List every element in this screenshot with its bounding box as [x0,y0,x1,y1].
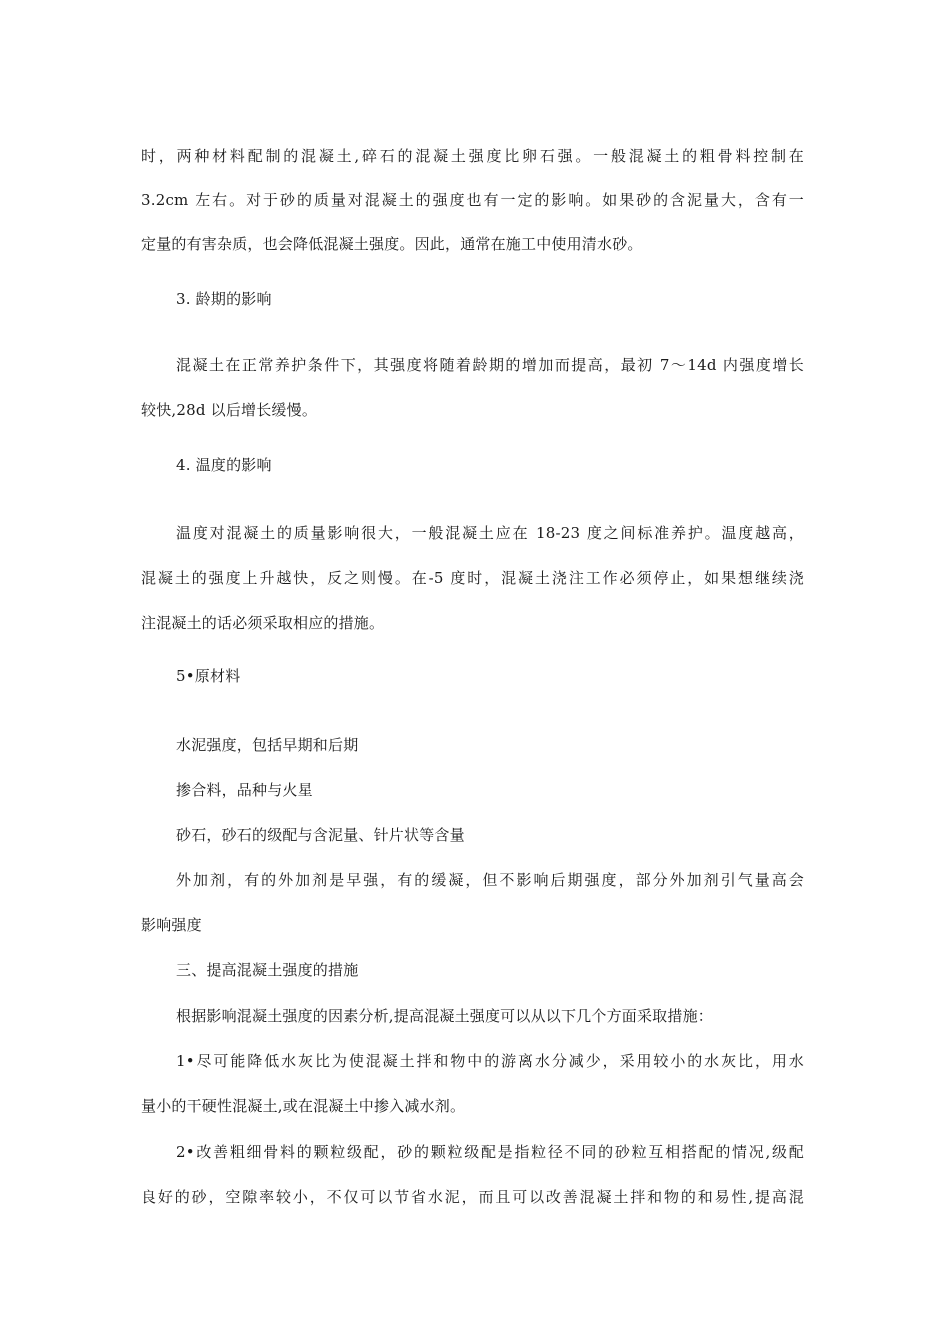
section-heading: 5•原材料 [176,667,241,685]
text-line: 量小的干硬性混凝土,或在混凝土中掺入减水剂。 [141,1097,466,1115]
text-line: 较快,28d 以后增长缓慢。 [141,401,318,419]
list-item: 外加剂，有的外加剂是早强，有的缓凝，但不影响后期强度，部分外加剂引气量高会 [176,871,804,889]
text-line: 2•改善粗细骨料的颗粒级配，砂的颗粒级配是指粒径不同的砂粒互相搭配的情况,级配 [176,1143,804,1161]
text-line: 定量的有害杂质，也会降低混凝土强度。因此，通常在施工中使用清水砂。 [141,235,643,253]
text-line: 温度对混凝土的质量影响很大，一般混凝土应在 18-23 度之间标准养护。温度越高， [176,524,804,542]
text-line: 影响强度 [141,916,202,934]
section-heading: 三、提高混凝土强度的措施 [176,961,359,979]
text-line: 根据影响混凝土强度的因素分析,提高混凝土强度可以从以下几个方面采取措施： [176,1007,713,1025]
text-line: 注混凝土的话必须采取相应的措施。 [141,614,385,632]
text-line: 良好的砂，空隙率较小，不仅可以节省水泥，而且可以改善混凝土拌和物的和易性,提高混 [141,1188,804,1206]
section-heading: 4. 温度的影响 [176,456,272,474]
list-item: 砂石，砂石的级配与含泥量、针片状等含量 [176,826,465,844]
list-item: 掺合料，品种与火星 [176,781,313,799]
text-line: 时，两种材料配制的混凝土,碎石的混凝土强度比卵石强。一般混凝土的粗骨料控制在 [141,147,804,165]
text-line: 混凝土的强度上升越快，反之则慢。在-5 度时，混凝土浇注工作必须停止，如果想继续浇 [141,569,804,587]
section-heading: 3. 龄期的影响 [176,290,272,308]
text-line: 1•尽可能降低水灰比为使混凝土拌和物中的游离水分减少，采用较小的水灰比，用水 [176,1052,804,1070]
text-line: 混凝土在正常养护条件下，其强度将随着龄期的增加而提高，最初 7～14d 内强度增长 [176,356,804,374]
list-item: 水泥强度，包括早期和后期 [176,736,359,754]
text-line: 3.2cm 左右。对于砂的质量对混凝土的强度也有一定的影响。如果砂的含泥量大，含有一 [141,191,804,209]
